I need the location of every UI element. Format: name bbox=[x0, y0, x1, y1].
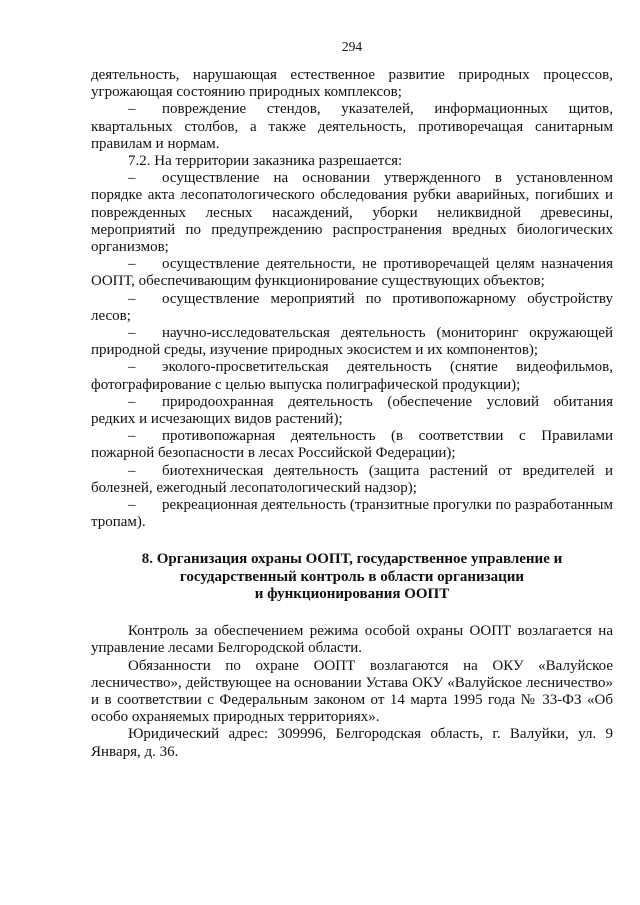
page-number: 294 bbox=[341, 39, 363, 54]
body-text-bottom bbox=[91, 623, 613, 761]
bullet-paragraph bbox=[91, 291, 613, 325]
paragraph-text: осуществление на основании утвержденного в установленном порядке акта лесопатологического обследования рубки аварийных, погибших и поврежденных лесных насаждений, уборки неликвидной древесины, мероприятий по предупреждению распространения вредных биологических организмов; bbox=[91, 170, 613, 256]
paragraph-text: Контроль за обеспечением режима особой охраны ООПТ возлагается на управление лесами Белгородской области. bbox=[91, 623, 613, 657]
body-text-top bbox=[91, 67, 613, 531]
dash-marker: – bbox=[128, 170, 136, 187]
bullet-paragraph bbox=[91, 497, 613, 531]
section-heading-line: и функционирования ООПТ bbox=[254, 585, 450, 602]
bullet-paragraph bbox=[91, 463, 613, 497]
bullet-paragraph bbox=[91, 359, 613, 393]
bullet-paragraph bbox=[91, 428, 613, 462]
section-heading bbox=[91, 551, 613, 603]
dash-marker: – bbox=[128, 325, 136, 342]
dash-marker: – bbox=[128, 101, 136, 118]
bullet-paragraph bbox=[91, 170, 613, 256]
paragraph-text: эколого-просветительская деятельность (снятие видеофильмов, фотографирование с целью выпуска полиграфической продукции); bbox=[91, 359, 613, 393]
paragraph-text: противопожарная деятельность (в соответствии с Правилами пожарной безопасности в лесах Российской Федерации); bbox=[91, 428, 613, 462]
bullet-paragraph bbox=[91, 325, 613, 359]
paragraph bbox=[91, 67, 613, 101]
dash-marker: – bbox=[128, 359, 136, 376]
paragraph bbox=[91, 153, 613, 170]
paragraph-text: Обязанности по охране ООПТ возлагаются на ОКУ «Валуйское лесничество», действующее на основании Устава ОКУ «Валуйское лесничество» и в соответствии с Федеральным законом от 14 марта 1995 года № 33-ФЗ «Об особо охраняемых природных территориях». bbox=[91, 657, 613, 726]
paragraph-text: осуществление деятельности, не противоречащей целям назначения ООПТ, обеспечивающим функционирование существующих объектов; bbox=[91, 256, 613, 290]
paragraph-text: биотехническая деятельность (защита растений от вредителей и болезней, ежегодный лесопатологический надзор); bbox=[91, 462, 613, 496]
paragraph-text: осуществление мероприятий по противопожарному обустройству лесов; bbox=[91, 290, 613, 324]
paragraph-text: деятельность, нарушающая естественное развитие природных процессов, угрожающая состоянию природных комплексов; bbox=[91, 67, 613, 101]
bullet-paragraph bbox=[91, 256, 613, 290]
bullet-paragraph bbox=[91, 101, 613, 153]
dash-marker: – bbox=[128, 290, 136, 307]
dash-marker: – bbox=[128, 393, 136, 410]
dash-marker: – bbox=[128, 428, 136, 445]
paragraph-text: природоохранная деятельность (обеспечение условий обитания редких и исчезающих видов растений); bbox=[91, 393, 613, 428]
paragraph-text: Юридический адрес: 309996, Белгородская область, г. Валуйки, ул. 9 Января, д. 36. bbox=[91, 726, 613, 760]
dash-marker: – bbox=[128, 497, 136, 514]
section-heading-line: 8. Организация охраны ООПТ, государственное управление и bbox=[141, 551, 563, 568]
paragraph bbox=[91, 623, 613, 657]
paragraph bbox=[91, 658, 613, 727]
paragraph-text: рекреационная деятельность (транзитные прогулки по разработанным тропам). bbox=[91, 497, 613, 531]
section-heading-line: государственный контроль в области организации bbox=[179, 568, 525, 585]
dash-marker: – bbox=[128, 256, 136, 273]
dash-marker: – bbox=[128, 462, 136, 479]
paragraph-text: 7.2. На территории заказника разрешается: bbox=[128, 153, 403, 170]
paragraph-text: научно-исследовательская деятельность (мониторинг окружающей природной среды, изучение природных экосистем и их компонентов); bbox=[91, 325, 613, 359]
paragraph-text: повреждение стендов, указателей, информационных щитов, квартальных столбов, а также деятельность, противоречащая санитарным правилам и нормам. bbox=[91, 101, 613, 152]
bullet-paragraph bbox=[91, 394, 613, 428]
paragraph bbox=[91, 726, 613, 760]
